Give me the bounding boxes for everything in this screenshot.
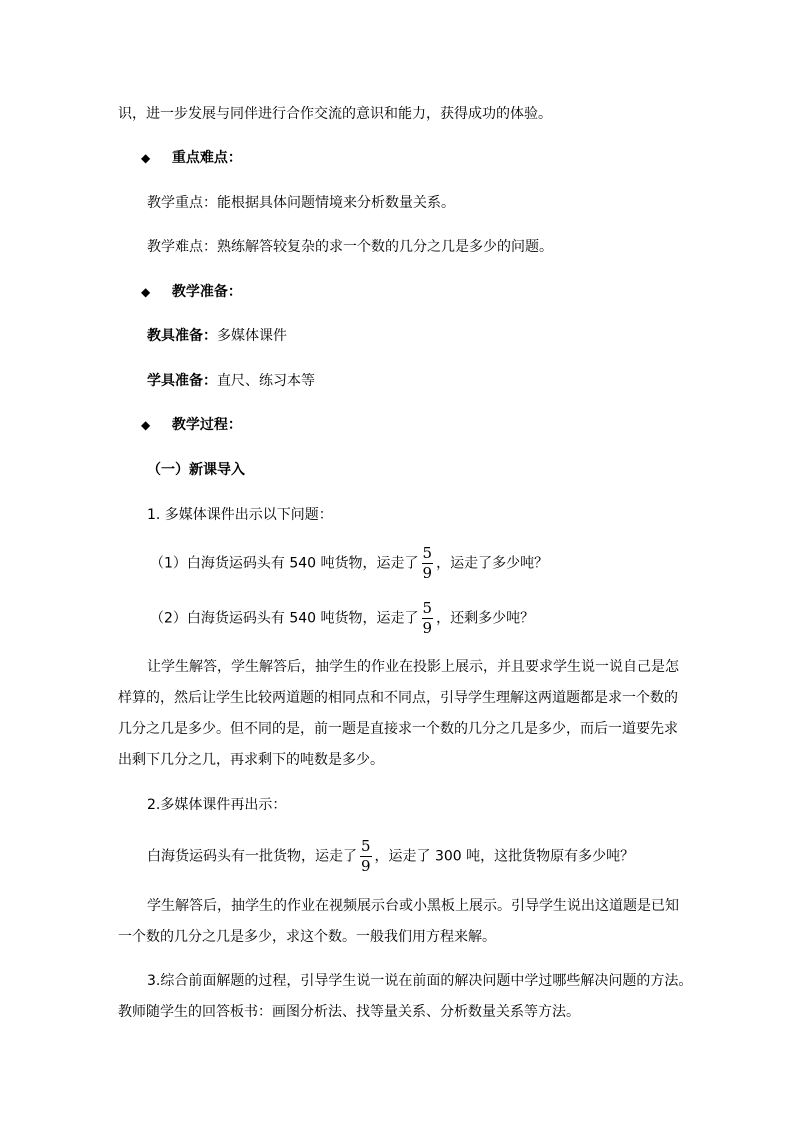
diamond-bullet-icon: ◆ (141, 285, 151, 299)
step2-title: 2.多媒体课件再出示： (147, 797, 287, 813)
step2-question (147, 839, 634, 874)
fraction-numerator: 5 (422, 544, 433, 562)
fraction-denominator: 9 (422, 564, 433, 582)
fraction-numerator: 5 (361, 837, 371, 855)
difficulty-line: 教学难点：熟练解答较复杂的求一个数的几分之几是多少的问题。 (147, 239, 553, 255)
teacher-prep-line (147, 326, 287, 346)
fraction-numerator: 5 (422, 599, 433, 617)
step2-question-after: ，运走了 300 吨，这批货物原有多少吨？ (374, 848, 635, 865)
focus-line: 教学重点：能根据具体问题情境来分析数量关系。 (147, 195, 455, 211)
step2-explain-line-2: 一个数的几分之几是多少，求这个数。一般我们用方程来解。 (118, 929, 496, 945)
teacher-prep-value: 多媒体课件 (217, 328, 287, 344)
step1-explain-line-3: 几分之几是多少。但不同的是，前一题是直接求一个数的几分之几是多少，而后一道要先求 (118, 721, 678, 737)
process-heading-text: 教学过程： (171, 417, 242, 433)
fraction-5-9 (422, 601, 434, 636)
preparation-heading-text: 教学准备： (171, 284, 242, 300)
step2-question-before: 白海货运码头有一批货物，运走了 (147, 848, 357, 865)
preparation-heading (141, 282, 242, 302)
question-2 (150, 601, 534, 636)
fraction-5-9 (360, 839, 372, 874)
diamond-bullet-icon: ◆ (141, 418, 151, 432)
student-prep-label: 学具准备： (147, 373, 217, 389)
new-lesson-subheading: （一）新课导入 (147, 462, 245, 478)
teacher-prep-label: 教具准备： (147, 328, 217, 344)
step1-explain-line-1: 让学生解答，学生解答后，抽学生的作业在投影上展示，并且要求学生说一说自己是怎 (147, 659, 679, 675)
question-1 (150, 546, 548, 581)
student-prep-line (147, 371, 315, 391)
key-points-heading (141, 148, 242, 168)
step1-title: 1. 多媒体课件出示以下问题： (147, 507, 333, 523)
key-points-heading-text: 重点难点： (171, 150, 242, 166)
student-prep-value: 直尺、练习本等 (217, 373, 315, 389)
question-2-before: （2）白海货运码头有 540 吨货物，运走了 (150, 610, 419, 627)
step2-explain-line-1: 学生解答后，抽学生的作业在视频展示台或小黑板上展示。引导学生说出这道题是已知 (147, 898, 679, 914)
step1-explain-line-4: 出剩下几分之几，再求剩下的吨数是多少。 (118, 752, 384, 768)
question-1-after: ，运走了多少吨？ (436, 555, 549, 572)
step3-line-1: 3.综合前面解题的过程，引导学生说一说在前面的解决问题中学过哪些解决问题的方法。 (147, 973, 693, 989)
intro-line: 识，进一步发展与同伴进行合作交流的意识和能力，获得成功的体验。 (118, 106, 552, 122)
diamond-bullet-icon: ◆ (141, 151, 151, 165)
question-1-before: （1）白海货运码头有 540 吨货物，运走了 (150, 555, 419, 572)
fraction-5-9 (422, 546, 434, 581)
question-2-after: ，还剩多少吨？ (436, 610, 535, 627)
fraction-denominator: 9 (422, 619, 433, 637)
step1-explain-line-2: 样算的，然后让学生比较两道题的相同点和不同点，引导学生理解这两道题都是求一个数的 (118, 690, 678, 706)
step3-line-2: 教师随学生的回答板书：画图分析法、找等量关系、分析数量关系等方法。 (118, 1004, 580, 1020)
process-heading (141, 415, 242, 435)
fraction-denominator: 9 (361, 857, 371, 875)
